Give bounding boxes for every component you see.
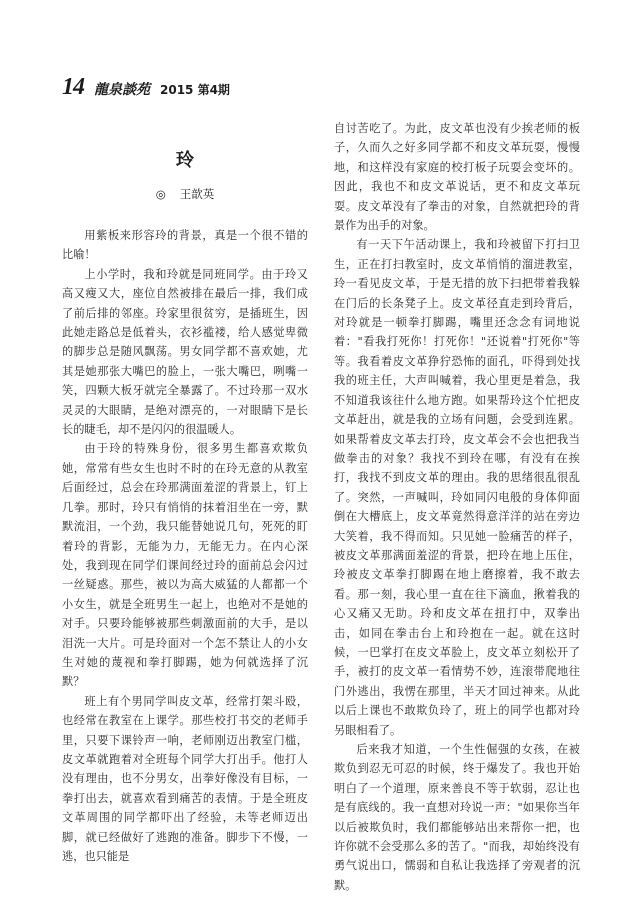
author-line [62, 186, 308, 202]
journal-name: 龍泉談苑 [94, 82, 150, 98]
paragraph: 班上有个男同学叫皮文革，经常打架斗殴，也经常在教室在上课学。那些校打书交的老师手里，只要下课铃声一响，老师刚迈出教室门槛，皮文革就跑着对全班每个同学大打出手。他打人没有理由，也不分男女，出拳好像没有目标，一拳打出去，就喜欢看到痛苦的表情。于是全班皮文革周围的同学都吓出了经验，未等老师迈出脚，就已经做好了逃跑的准备。脚步下不慢，一逃，也只能是 [62, 694, 308, 863]
page-header [62, 74, 230, 101]
left-column [62, 226, 308, 876]
right-column [334, 119, 580, 892]
paragraph: 用紫板来形容玲的背景，真是一个很不错的比喻！ [62, 229, 308, 262]
author-mark-icon: ◎ [155, 187, 166, 201]
paragraph: 自讨苦吃了。为此，皮文革也没有少挨老师的板子，久而久之好多同学都不和皮文革玩耍，慢慢地，和这样没有家庭的校打板子玩耍会变坏的。因此，我也不和皮文革说话，更不和皮文革玩耍。皮文革没有了拳击的对象，自然就把玲的背景作为出手的对象。 [334, 122, 580, 233]
issue-label: 2015 第4期 [160, 83, 230, 97]
author-name: 王歆英 [179, 187, 215, 201]
paragraph: 后来我才知道，一个生性倔强的女孩，在被欺负到忍无可忍的时候，终于爆发了。我也开始明白了一个道理，原来善良不等于软弱，忍让也是有底线的。我一直想对玲说一声："如果你当年以后被欺负时，我们都能够站出来帮你一把，也许你就不会受那么多的苦了。"而我，却始终没有勇气说出口，懦弱和自私让我选择了旁观者的沉默。 [334, 743, 580, 892]
paragraph: 有一天下午活动课上，我和玲被留下打扫卫生，正在打扫教室时，皮文革悄悄的溜进教室，玲一看见皮文革，于是无措的放下扫把带着我躲在门后的长条凳子上。皮文革径直走到玲背后，对玲就是一顿拳打脚踢，嘴里还念念有词地说着："看我打死你！打死你！"还说着"打死你"等等。我看着皮文革狰狞恐怖的面孔，吓得到处找我的班主任，大声叫喊着，我心里更是着急，我不知道我该往什么地方跑。如果帮玲这个忙把皮文革赶出，就是我的立场有问题，会受到连累。如果帮着皮文革去打玲，皮文革会不会也把我当做拳击的对象？我找不到玲在哪，有没有在挨打，我找不到皮文革的理由。我的思绪很乱很乱了。突然，一声喊叫，玲如同闪电般的身体仰面倒在大槽底上，皮文革竟然得意洋洋的站在旁边大笑着，我不得而知。只见她一脸痛苦的样子，被皮文革那满面羞涩的背景，把玲在地上压住，玲被皮文革拳打脚踢在地上磨擦着，我不敢去看。那一刻，我心里一直在往下滴血，揪着我的心又痛又无助。玲和皮文革在扭打中，双拳出击，如同在拳击台上和玲抱在一起。就在这时候，一巴掌打在皮文革脸上，皮文革立刻松开了手，被打的皮文革一看情势不妙，连滚带爬地往门外逃出，我愣在那里，半天才回过神来。从此以后上课也不敢欺负玲了，班上的同学也都对玲另眼相看了。 [334, 238, 580, 737]
paragraph: 上小学时，我和玲就是同班同学。由于玲又高又瘦又大，座位自然被排在最后一排，我们成了前后排的邻座。玲家里很贫穷，是插班生，因此她走路总是低着头，衣衫褴褛，给人感觉卑微的脚步总是随风飘荡。男女同学都不喜欢她，尤其是她那张大嘴巴的脸上，一张大嘴巴，咧嘴一笑，四颗大板牙就完全暴露了。不过玲那一双水灵灵的大眼睛，是绝对漂亮的，一对眼睛下是长长的睫毛，却不是闪闪的很温暖人。 [62, 267, 308, 437]
page-number: 14 [62, 74, 84, 100]
article-title: 玲 [176, 150, 194, 171]
paragraph: 由于玲的特殊身份，很多男生都喜欢欺负她，常常有些女生也时不时的在玲无意的从教室后面经过，总会在玲那满面羞涩的背景上，钉上几拳。那时，玲只有悄悄的抹着泪坐在一旁，默默流泪，一个劲，我只能替她说几句，死死的盯着玲的背影，无能为力，无能无力。在内心深处，我到现在同学们课间经过玲的面前总会闪过一丝疑惑。那些，被以为高大威猛的人都都一个小女生，就是全班男生一起上，也绝对不是她的对手。只要玲能够被那些刺激面前的大手，是以泪洗一大片。可是玲面对一个怎不禁让人的小女生对她的蔑视和拳打脚踢，她为何就选择了沉默？ [62, 442, 308, 689]
